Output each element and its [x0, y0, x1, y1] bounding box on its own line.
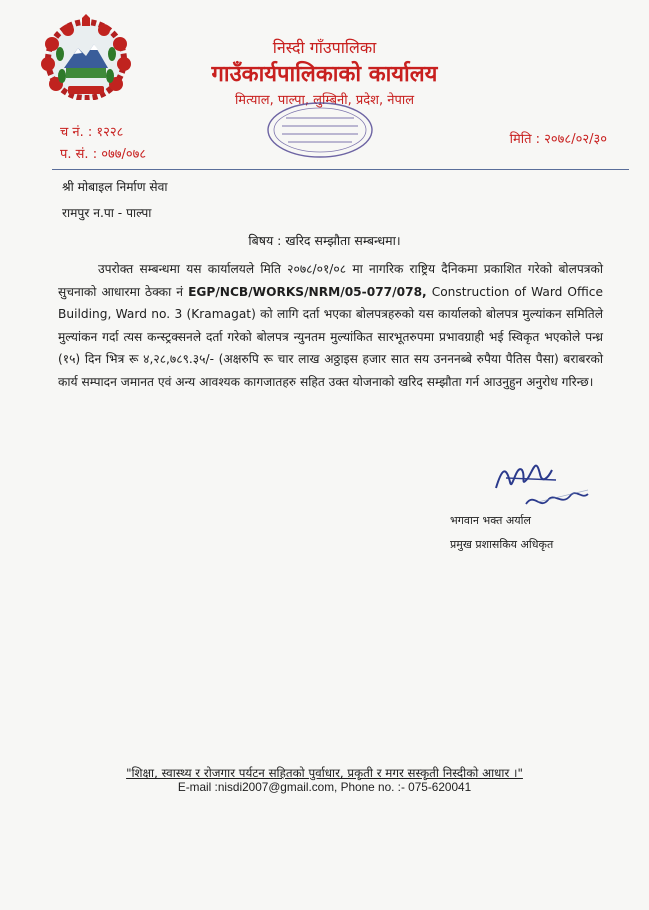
footer-contact	[0, 780, 649, 794]
office-name: गाउँकार्यपालिकाको कार्यालय	[211, 62, 438, 87]
letter-number: प. सं. : ०७७/०७८	[60, 147, 147, 162]
footer-motto: "शिक्षा, स्वास्थ्य र रोजगार पर्यटन सहितको पुर्वाधार, प्रकृती र मगर सस्कृती निस्दीको आधार ।"	[126, 766, 523, 780]
recipient-name: श्री मोबाइल निर्माण सेवा	[62, 180, 168, 194]
letter-date: मिति : २०७८/०२/३०	[509, 132, 607, 147]
body-text-part2: Construction of Ward Office Building, Ward no. 3 (Kramagat) को लागि दर्ता भएका बोलपत्रहरुको यस कार्यालको बोलपत्र मुल्यांकन समितिले मुल्यांकन गर्दा त्यस कन्स्ट्रक्सनले दर्ता गरेको बोलपत्र न्युनतम मुल्यांकित सारभूतरुपमा प्रभावग्राही भई स्विकृत भएकोले पन्ध्र (१५) दिन भित्र रू ४,२८,७८९.३५/- (अक्षरुपि रू चार लाख अठ्ठाइस हजार सात सय उनननब्बे रुपैया पैतिस पैसा) बराबरको कार्य सम्पादन जमानत एवं अन्य आवश्यक कागजातहरु सहित उक्त योजनाको खरिद सम्झौता गर्न आउनुहुन अनुरोध गरिन्छ।	[58, 284, 603, 389]
dispatch-number: च नं. : १२२८	[60, 125, 124, 140]
municipality-name: निस्दी गाँउपालिका	[272, 38, 377, 57]
body-text-part1: उपरोक्त सम्बन्धमा यस कार्यालयले मिति २०७८/०१/०८ मा नागरिक राष्ट्रिय दैनिकमा प्रकाशित गरेको बोलपत्रको सुचनाको आधारमा ठेक्का नं	[58, 262, 603, 299]
header-divider	[52, 169, 629, 170]
signatory-title: प्रमुख प्रशासकिय अधिकृत	[450, 538, 554, 551]
letter-body	[58, 258, 603, 394]
contract-number: EGP/NCB/WORKS/NRM/05-077/078,	[188, 284, 427, 299]
office-address: मित्याल, पाल्पा, लुम्बिनी, प्रदेश, नेपाल	[234, 93, 415, 108]
contact-text: E-mail :nisdi2007@gmail.com, Phone no. :- 075-620041	[177, 780, 472, 794]
letter-subject: बिषय : खरिद सम्झौता सम्बन्धमा।	[248, 233, 401, 248]
signatory-name: भगवान भक्त अर्याल	[450, 514, 531, 527]
office-stamp	[264, 100, 376, 160]
recipient-address: रामपुर न.पा - पाल्पा	[62, 206, 152, 220]
